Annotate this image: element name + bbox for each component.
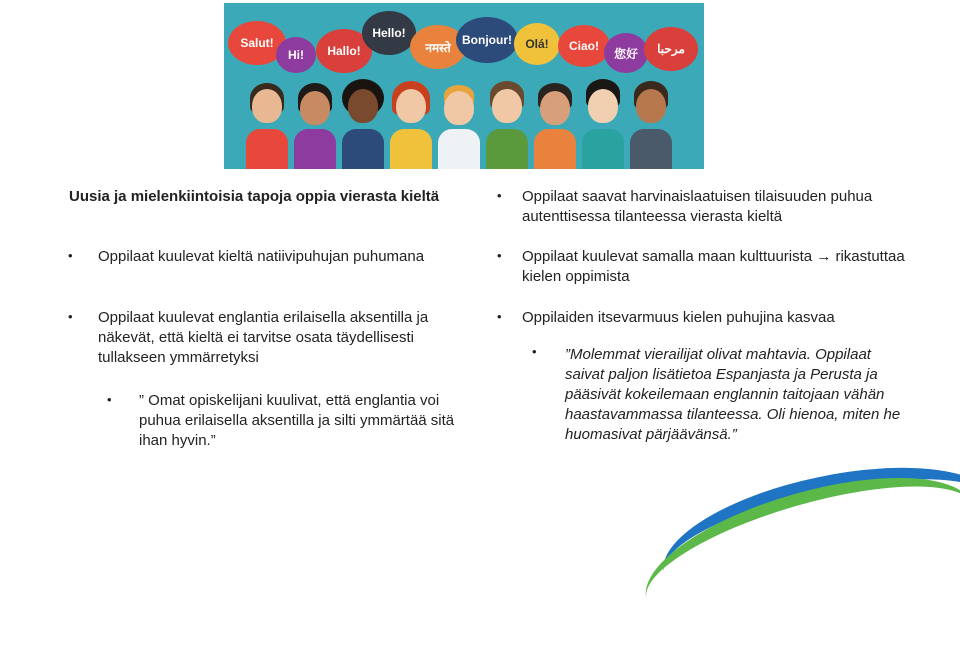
- person-illustration: [246, 79, 288, 169]
- right-bullet-authentic: Oppilaat saavat harvinaislaatuisen tilaisuuden puhua autenttisessa tilanteessa vierasta kieltä: [522, 188, 873, 225]
- right-quote: ”Molemmat vierailijat olivat mahtavia. Oppilaat saivat paljon lisätietoa Espanjasta ja Perusta ja pääsivät kokeilemaan englannin taitojaan vähän haastavammassa tilanteessa. Oli hienoa, miten he huomasivat pärjäävänsä.”: [565, 346, 901, 443]
- speech-bubble-hi: Hi!: [276, 37, 316, 73]
- bullet-marker: •: [532, 344, 537, 359]
- speech-bubble-ola: Olá!: [514, 23, 560, 65]
- person-illustration: [390, 81, 432, 169]
- bullet-marker: •: [497, 188, 502, 203]
- right-bullet-confidence: Oppilaiden itsevarmuus kielen puhujina kasvaa: [522, 309, 835, 326]
- decorative-swoosh-green: [630, 448, 960, 659]
- person-illustration: [438, 85, 480, 169]
- bullet-marker: •: [107, 392, 112, 407]
- speech-bubble-marhaba: مرحبا: [644, 27, 698, 71]
- speech-bubble-namaste: नमस्ते: [410, 25, 466, 69]
- person-illustration: [630, 81, 672, 169]
- person-illustration: [294, 83, 336, 169]
- person-illustration: [486, 79, 528, 169]
- left-quote: ” Omat opiskelijani kuulivat, että englantia voi puhua erilaisella aksentilla ja silti ymmärtää sitä ihan hyvin.”: [139, 392, 455, 449]
- speech-bubble-hallo: Hallo!: [316, 29, 372, 73]
- bullet-marker: •: [68, 248, 73, 263]
- left-heading: Uusia ja mielenkiintoisia tapoja oppia vierasta kieltä: [69, 188, 440, 205]
- left-bullet-native-speaker: Oppilaat kuulevat kieltä natiivipuhujan puhumana: [98, 248, 425, 265]
- speech-bubble-hello: Hello!: [362, 11, 416, 55]
- speech-bubble-salut: Salut!: [228, 21, 286, 65]
- person-illustration: [582, 77, 624, 169]
- person-illustration: [534, 83, 576, 169]
- greetings-banner-image: [224, 3, 704, 169]
- speech-bubble-ciao: Ciao!: [558, 25, 610, 67]
- left-bullet-accent: Oppilaat kuulevat englantia erilaisella aksentilla ja näkevät, että kieltä ei tarvitse osata täydellisesti tullakseen ymmärretyksi: [98, 309, 429, 366]
- bullet-marker: •: [68, 309, 73, 324]
- right-bullet-culture: Oppilaat kuulevat samalla maan kulttuurista → rikastuttaa kielen oppimista: [522, 248, 905, 285]
- bullet-marker: •: [497, 309, 502, 324]
- speech-bubble-bonjour: Bonjour!: [456, 17, 518, 63]
- bullet-marker: •: [497, 248, 502, 263]
- person-illustration: [342, 77, 384, 169]
- speech-bubble-nihao: 您好: [604, 33, 648, 73]
